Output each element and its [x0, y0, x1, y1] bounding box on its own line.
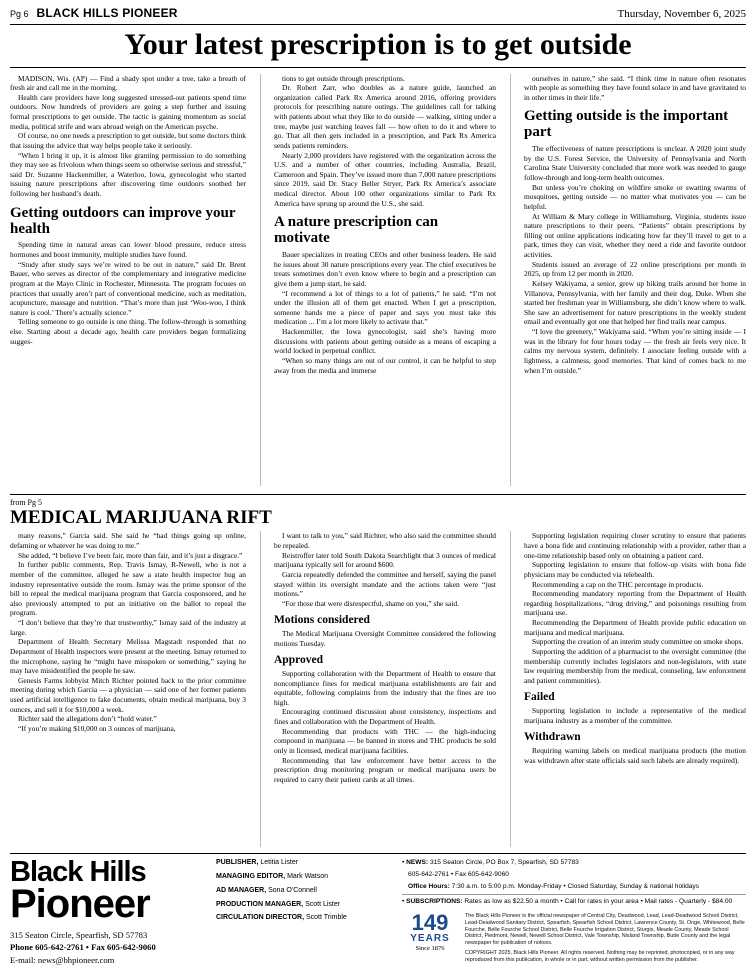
paragraph: Of course, no one needs a prescription to get outside, but some doctors think that issuing the advice that way helps people take it seriously. — [10, 131, 246, 150]
paragraph: Supporting the creation of an interim study committee on smoke shops. — [532, 637, 744, 647]
staff-entry — [216, 873, 392, 882]
news-phone-line: 605-642-2761 • Fax 605-642-9060 — [408, 871, 509, 878]
staff-entry — [216, 859, 392, 868]
paragraph: ourselves in nature,” she said. “I think time in nature often resonates with people as something they have found solace in and have gravitated to in other times in their life.” — [524, 73, 746, 102]
paragraph: Recommending mandatory reporting from the Department of Health regarding hospitalizations, “drug driving,” and poisonings resulting from marijuana use. — [524, 589, 746, 618]
copyright-notice: COPYRIGHT 2025, Black Hills Pioneer. All rights reserved. Nothing may be reprinted, photocopied, or in any way reproduced from this publication, in whole or in part, without written permission from the publisher. — [465, 950, 735, 964]
footer-email[interactable]: E-mail: news@bhpioneer.com — [10, 954, 115, 965]
paragraph: Students issued an average of 22 online prescriptions per month in 2025, up from 12 per month in 2020. — [524, 259, 746, 279]
continuation-label: from Pg 5 — [10, 497, 42, 507]
story1-columns — [10, 74, 746, 486]
paragraph: Dr. Robert Zarr, who doubles as a nature guide, launched an organization called Park Rx America around 2016, offering providers protocols for prescribing nature outings. The guidelines call for talking with patients about what they like to do outside — walking, sitting under a tree, maybe just watching leaves fall — how often to do it and where to go. That all then gets included in a prescription, and Park Rx America sends patients reminders. — [274, 83, 496, 150]
paragraph: Hackenmiller, the Iowa gynecologist, said she’s having more discussions with patients about getting outside as a means of escaping a world locked in perpetual conflict. — [274, 327, 496, 356]
paragraph: The effectiveness of nature prescriptions is unclear. A 2020 joint study by the U.S. Forest Service, the University of Pennsylvania and North Carolina State University concluded that more work was needed to gauge follow-through and long-term health outcomes. — [524, 144, 746, 183]
paragraph: Supporting legislation requiring closer scrutiny to ensure that patients have a bona fide and continuing relationship with a provider, rather than a one-time relationship based only on obtaining a patient card. — [524, 531, 746, 560]
paragraph: “When I bring it up, it is almost like granting permission to do something they may see as frivolous when things seem so otherwise serious and stressful,” said Dr. Suzanne Hackenmiller, a Waterloo, Iowa, gynecologist who started issuing nature prescriptions after discovering time outdoors soothed her following her husband’s death. — [10, 150, 246, 198]
paragraph: “For those that were disrespectful, shame on you,” she said. — [282, 598, 459, 608]
staff-name: Mark Watson — [287, 873, 329, 881]
story1-column-2 — [260, 74, 496, 486]
paragraph: “I recommend a lot of things to a lot of patients,” he said. “I’m not under the illusion all of them get enacted. When I get a prescription, someone hands me a piece of paper and says you must take this medication ... I’m a lot more likely to activate that.” — [274, 288, 496, 327]
footer-rule — [10, 853, 746, 854]
footer-staff-list — [216, 859, 392, 966]
story2-column-3 — [510, 531, 746, 847]
staff-entry — [216, 901, 392, 910]
news-address: 315 Seaton Circle, PO Box 7, Spearfish, SD 57783 — [429, 859, 579, 867]
section-subhead: Getting outside is the important part — [524, 108, 729, 141]
paragraph: Department of Health Secretary Melissa Magstadt responded that no Department of Health inspectors were present at the meeting. Ismay returned to the microphone, saying he “might have misspoken or something,” saying he may have misidentified the people he saw. — [10, 637, 246, 676]
headline-rule — [10, 67, 746, 68]
staff-name: Sona O'Connell — [268, 886, 317, 894]
paragraph: I want to talk to you,” said Richter, who also said the committee should be repealed. — [274, 531, 496, 551]
paragraph: Telling someone to go outside is one thing. The follow-through is something else. Starting about a decade ago, health care providers began formalizing sugges- — [10, 317, 246, 346]
masthead-rule — [10, 24, 746, 25]
paragraph: Kelsey Wakiyama, a senior, grew up hiking trails around her home in Villanova, Pennsylvania, with her family and their dog, Duke. When she started her freshman year in Williamsburg, she didn’t know where to walk. She saw an advertisement for nature prescriptions in the weekly student email and eventually got one that helped her find trails near campus. — [524, 278, 746, 327]
anniversary-since: Since 1876 — [415, 945, 445, 953]
story-headline-primary: Your latest prescription is to get outside — [124, 28, 632, 61]
footer-address-block — [10, 929, 206, 966]
legal-notice-block — [465, 913, 746, 964]
subscriptions-text: Rates as low as $22.50 a month • Call for rates in your area • Mail rates - Quarterly - $84.00 — [464, 898, 733, 906]
paragraph: Spending time in natural areas can lower blood pressure, reduce stress hormones and boost immunity, multiple studies have found. — [10, 240, 246, 260]
page-masthead — [10, 6, 746, 22]
office-hours-line — [402, 883, 746, 892]
paragraph: Requiring warning labels on medical marijuana products (the motion was withdrawn after state officials said such labels are already required). — [524, 745, 746, 765]
subscriptions-line: • SUBSCRIPTIONS: Rates as low as $22.50 a month • Call for rates in your area • Mail rates - Quarterly - $84.00 — [402, 898, 733, 906]
section-subhead: A nature prescription can motivate — [274, 214, 439, 247]
section-subhead: Withdrawn — [524, 731, 581, 744]
footer-logo-block — [10, 856, 206, 966]
paper-name: BLACK HILLS PIONEER — [36, 6, 178, 20]
story2-column-2 — [260, 531, 496, 847]
news-contact-line: • NEWS: 315 Seaton Circle, PO Box 7, Spearfish, SD 57783 — [402, 859, 579, 867]
paragraph: “Study after study says we’re wired to be out in nature,” said Dr. Brent Bauer, who serves as director of the complementary and integrative medicine program at the Mayo Clinic in Rochester, Minnesota. The program focuses on practices that usually aren’t part of conventional medicine, such as meditation, acupuncture, massage and nutrition. “That’s more than just ‘Woo-woo, I think nature is cool.’ There’s actually science.” — [10, 259, 246, 317]
section-subhead: Approved — [274, 654, 323, 667]
story2-rule — [10, 494, 746, 495]
paragraph: Genesis Farms lobbyist Mitch Richter pointed back to the prior committee meeting during which Garcia — a physician — said one of her former patients used artificial intelligence to fake documents, obtain medical marijuana, buy 3 ounces, and sell it for $10,000 a week. — [10, 675, 246, 714]
paragraph: Supporting the addition of a pharmacist to the oversight committee (the membership currently includes legislators and non-legislators, with state law requiring membership from the medical, counseling, law enforcement and patient communities). — [524, 646, 746, 685]
story1-column-3 — [510, 74, 746, 486]
staff-role: PRODUCTION MANAGER, — [216, 900, 304, 908]
paragraph: Reistroffer later told South Dakota Searchlight that 3 ounces of medical marijuana typically sell for around $600. — [274, 550, 496, 570]
paragraph: many reasons,” Garcia said. She said he “had things going up online, defaming or whatever he was doing to me.” — [10, 531, 246, 551]
section-subhead: Getting outdoors can improve your health — [10, 204, 236, 237]
hours-text: 7:30 a.m. to 5:00 p.m. Monday-Friday • Closed Saturday, Sunday & national holidays — [451, 882, 699, 890]
paragraph: Supporting legislation to include a representative of the medical marijuana industry as a member of the committee. — [524, 706, 746, 725]
staff-name: Letitia Lister — [260, 859, 299, 867]
anniversary-block — [402, 909, 746, 964]
paragraph: Supporting legislation to ensure that follow-up visits with bona fide physicians may be conducted via telehealth. — [524, 560, 746, 579]
page-number: Pg 6 — [10, 9, 29, 19]
logo-line-2: Pioneer — [10, 882, 150, 927]
footer-contact-block — [402, 859, 746, 966]
paragraph: “I love the greenery,” Wakiyama said. “When you’re sitting inside — I was in the library for four hours today — the fresh air feels very nice. It calms my nervous system, definitely. I associate feeling outside with a lightness, a calmness, good memories. That kind of comes back to me when I’m outside.” — [524, 327, 746, 375]
paragraph: Nearly 2,000 providers have registered with the organization across the U.S. and a number of other countries, including Australia, Brazil, Cameroon and Spain. They’ve issued more than 7,000 nature prescriptions since 2019, said Dr. Stacy Beller Stryer, Park Rx America’s associate medical director. About 100 other organizations similar to Park Rx America have sprung up around the U.S., she said. — [274, 150, 496, 208]
section-subhead: Motions considered — [274, 614, 370, 627]
paragraph: “I don’t believe that they’re that trustworthy,” Ismay said of the industry at large. — [10, 618, 246, 637]
logo-line-1: Black Hills — [10, 856, 146, 889]
paper-logo — [10, 856, 206, 927]
legal-notice: The Black Hills Pioneer is the official newspaper of Central City, Deadwood, Lead, Lead-Deadwood School District, Lead-Deadwood Sanitary District, Spearfish, Spearfish School District, Lawrence County, St. Onge, Whitewood, Belle Fourche, Belle Fourche School District, Belle Fourche Irrigation District, Sturgis, Meade County, Meade School District, Piedmont, Newell, Newell School District, Vale Township, Nisland Township, Butte County and the legal newspaper for publication of notices. — [465, 912, 745, 947]
paragraph: At William & Mary college in Williamsburg, Virginia, students issue nature prescriptions to their peers. “Patients” obtain prescriptions by filling out online applications indicating how far they’ll travel to get to a park, times they can visit, whether they need a ride and favorite outdoor activities. — [524, 211, 746, 260]
footer-phone: Phone 605-642-2761 • Fax 605-642-9060 — [10, 942, 156, 953]
paragraph: tions to get outside through prescriptions. — [282, 73, 405, 83]
staff-role: PUBLISHER, — [216, 859, 259, 867]
paragraph: “When so many things are out of our control, it can be helpful to step away from the media and immerse — [274, 355, 496, 375]
footer-address: 315 Seaton Circle, Spearfish, SD 57783 — [10, 929, 148, 940]
paragraph: Garcia repeatedly defended the committee and herself, saying the panel stayed within its oversight mandate and the actions taken were “just motions.” — [274, 569, 496, 599]
staff-name: Scott Lister — [305, 900, 341, 908]
hours-label: Office Hours: — [408, 882, 450, 890]
paragraph: “If you’re making $10,000 on 3 ounces of marijuana, — [18, 723, 176, 733]
paragraph: Recommending the Department of Health provide public education on marijuana and medical marijuana. — [524, 618, 746, 637]
news-label: NEWS: — [406, 859, 429, 867]
staff-entry — [216, 914, 392, 923]
issue-date: Thursday, November 6, 2025 — [617, 8, 746, 20]
paragraph: Bauer specializes in treating CEOs and other business leaders. He said he issues about 30 nature prescriptions every year. The chief executives he treats sometimes don’t even know where to begin and a prescription can give them a jump start, he said. — [274, 250, 496, 288]
staff-role: CIRCULATION DIRECTOR, — [216, 914, 305, 922]
paragraph: Recommending that law enforcement have better access to the prescription drug monitoring program or medical marijuana users be required to carry their patient cards at all times. — [274, 755, 496, 784]
masthead-left — [10, 6, 178, 20]
paragraph: But unless you’re choking on wildfire smoke or swatting swarms of mosquitoes, getting outside — no matter what motivates you — can be helpful. — [524, 182, 746, 211]
story-headline-secondary: MEDICAL MARIJUANA RIFT — [10, 506, 272, 528]
paragraph: MADISON, Wis. (AP) — Find a shady spot under a tree, take a breath of fresh air and call me in the morning. — [10, 73, 246, 93]
paragraph: Health care providers have long suggested stressed-out patients spend time outdoors. Now hundreds of providers are going a step further and issuing formal prescriptions to get outside. The tactic is gaining momentum as social media, political strife and wars abroad weigh on the American psyche. — [10, 92, 246, 131]
anniversary-word: YEARS — [410, 933, 450, 945]
subscriptions-label: SUBSCRIPTIONS: — [406, 898, 463, 906]
paragraph: Recommending that products with THC — the high-inducing compound in marijuana — be banned in stores and THC products be sold only in licensed, medical marijuana facilities. — [274, 726, 496, 755]
story2-columns — [10, 531, 746, 847]
paragraph: The Medical Marijuana Oversight Committee considered the following motions Tuesday. — [274, 629, 496, 648]
story1-column-1 — [10, 74, 246, 486]
staff-entry — [216, 887, 392, 896]
anniversary-number: 149 — [411, 909, 449, 935]
paragraph: Encouraging continued discussion about consistency, inspections and fines and collaboration with the Department of Health. — [274, 707, 496, 727]
paragraph: Supporting collaboration with the Department of Health to ensure that noncompliance fines for medical marijuana establishments are fair and equitable, following complaints from the industry that the fines are too high. — [274, 668, 496, 707]
section-subhead: Failed — [524, 691, 555, 704]
paragraph: Richter said the allegations don’t “hold water.” — [18, 714, 157, 724]
story2-column-1 — [10, 531, 246, 847]
staff-role: AD MANAGER, — [216, 886, 267, 894]
staff-name: Scott Trimble — [305, 914, 347, 922]
page-footer — [10, 856, 746, 966]
paragraph: Recommending a cap on the THC percentage in products. — [532, 579, 704, 589]
paragraph: In further public comments, Rep. Travis Ismay, R-Newell, who is not a member of the committee, alleged he saw a state health inspector hug an industry representative outside the room. Ismay was the prime sponsor of the bill to repeal the medical marijuana program that Garcia cosponsored, and he also previously attempted to put an initiative on the ballot to repeal the program. — [10, 560, 246, 618]
staff-role: MANAGING EDITOR, — [216, 873, 286, 881]
paragraph: She added, “I believe I’ve been fair, more than fair, and it’s just a disgrace.” — [18, 550, 243, 560]
footer-hairline — [402, 894, 746, 895]
